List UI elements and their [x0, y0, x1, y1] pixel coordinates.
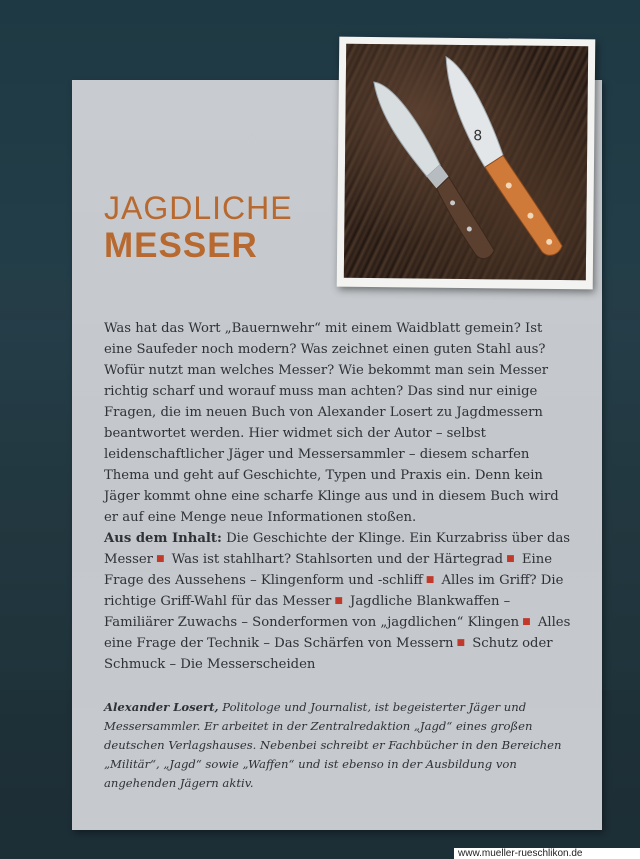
left-knife-blade [373, 82, 441, 177]
title-line-2: MESSER [104, 226, 258, 265]
knife-photo [344, 44, 588, 281]
contents-item: Jagdliche Blankwaffen – Familiärer Zuwachs – Sonderformen von „jagdlichen“ Klingen [104, 594, 520, 630]
left-knife-handle [436, 177, 495, 259]
bullet-icon: ■ [334, 596, 343, 606]
book-description: Was hat das Wort „Bauernwehr“ mit einem Waidblatt gemein? Ist eine Saufeder noch modern? Was zeichnet einen guten Stahl aus? Wofür nutzt man welches Messer? Wie bekommt man sein Messer richtig scharf und worauf muss man achten? Das sind nur einige Fragen, die im neuen Buch von Alexander Losert zu Jagdmessern beantwortet werden. Hier widmet sich der Autor – selbst leidenschaftlicher Jäger und Messersammler – diesem scharfen Thema und geht auf Geschichte, Typen und Praxis ein. Denn kein Jäger kommt ohne eine scharfe Klinge aus und in diesem Buch wird er auf eine Menge neue Informationen stoßen. [104, 321, 559, 525]
contents-item: Die Geschichte der Klinge. Ein Kurzabriss über das Messer [104, 531, 571, 567]
contents-item: Alles eine Frage der Technik – Das Schärfen von Messern [104, 615, 571, 651]
contents-item: Eine Frage des Aussehens – Klingenform und -schliff [104, 552, 553, 588]
author-bio [104, 698, 574, 793]
bullet-icon: ■ [155, 554, 165, 564]
knife-photo-frame [337, 37, 596, 290]
contents-item: Schutz oder Schmuck – Die Messerscheiden [104, 636, 553, 672]
author-bio-text: Politologe und Journalist, ist begeisterter Jäger und Messersammler. Er arbeitet in der Zentralredaktion „Jagd“ eines großen deutschen Verlagshauses. Nebenbei schreibt er Fachbücher in den Bereichen „Militär“, „Jagd“ sowie „Waffen“ und ist ebenso in der Ausbildung von angehenden Jägern aktiv. [104, 700, 562, 790]
knives-illustration [344, 44, 588, 281]
right-knife-blade [445, 57, 504, 168]
title-line-1: JAGDLICHE [104, 190, 293, 226]
contents-lead: Aus dem Inhalt: [104, 531, 222, 546]
author-name: Alexander Losert, [104, 700, 219, 714]
bullet-icon: ■ [522, 617, 531, 627]
bullet-icon: ■ [425, 575, 435, 585]
contents-item: Was ist stahlhart? Stahlsorten und der Härtegrad [171, 552, 504, 567]
contents-item: Alles im Griff? Die richtige Griff-Wahl für das Messer [104, 573, 564, 609]
blade-logo-icon: 8 [473, 128, 483, 145]
contents-summary [104, 528, 580, 675]
bullet-icon: ■ [456, 638, 466, 648]
bullet-icon: ■ [506, 554, 515, 564]
watermark-url: www.mueller-rueschlikon.de [454, 848, 640, 859]
book-title [104, 192, 293, 263]
